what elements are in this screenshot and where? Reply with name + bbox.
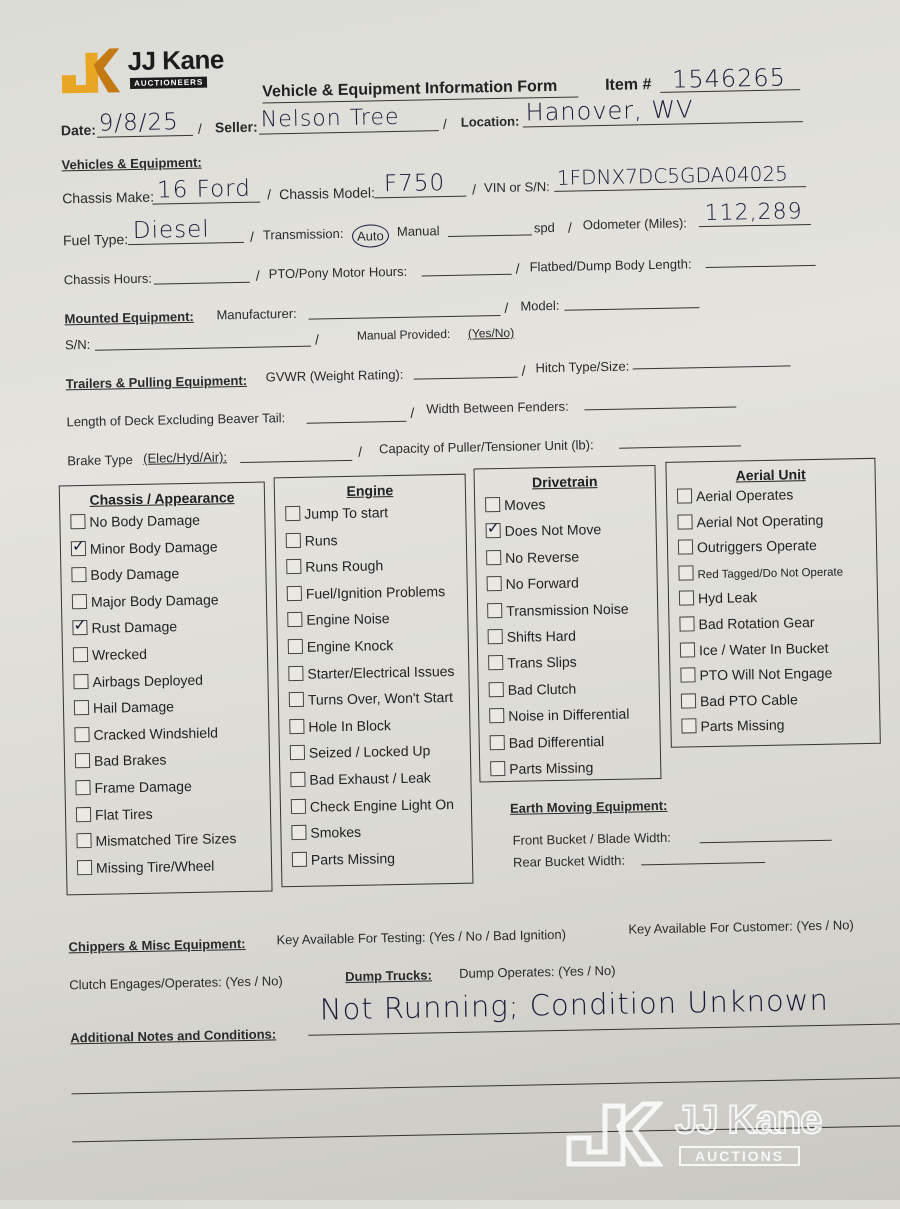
sn-label: S/N: [64, 336, 91, 353]
checkbox[interactable] [75, 753, 90, 768]
form-sheet: JJ Kane AUCTIONEERS Vehicle & Equipment Information Form Item # 1546265 Date: 9/8/25 / Seller: Nelson Tree / Location: Hanover, WV Vehicles & Equipment: Chassis Make: 16 Ford / Chassis Model: F750 / VIN or S/N: 1FDNX7DC5GDA04025 Fuel Type: Diesel / Transmission: Auto Manual spd / Odometer (Miles): 112,289 Chassis Hours: / PTO/Pony Motor Hours: / Flatbed/Dump Body Length: Mounted Equipment: Manufacturer: / Model: S/N: / Manual Provided: (Yes/No) Trailers & Pulling Equipment: GVWR (Weight Rating): / Hitch Type/Size: Length of Deck Excluding Beaver Tail: / Width Between Fenders: Brake Type (Elec/Hyd/Air): / Capacity of Puller/Tensioner Unit (lb): Chassis / Appearance No Body Damage ✓Minor Body Damage Body Damage Major Body Damage ✓Rust Damage Wrecked Airbags Deployed Hail Damage Cracked Windshield Bad Brakes Frame Damage Flat Tires Mismatched Tire Sizes Missing Tire/Wheel Engine Jump To start Runs Runs Rough Fuel/Ignition Problems Engine Noise Engine Knock Starter/Electrical Issues Turns Over, Won't Start Hole In Block Seized / Locked Up Bad Exhaust / Leak Check Engine Light On Smokes Parts Missing Drivetrain Moves ✓Does Not Move No Reverse No Forward Transmission Noise Shifts Hard Trans Slips Bad Clutch Noise in Differential Bad Differential Parts Missing Aerial Unit Aerial Operates Aerial Not Operating Outriggers Operate Red Tagged/Do Not Operate Hyd Leak Bad Rotation Gear Ice / Water In Bucket PTO Will Not Engage Bad PTO Cable Parts Missing Earth Moving Equipment: Front Bucket / Blade Width: Rear Bucket Width: Chippers & Misc Equipment: Key Available For Testing: (Yes / No / Bad Ignition) Key Available For Customer: (Yes / No) Clutch Engages/Operates: (Yes / No) Dump Trucks: Dump Operates: (Yes / No) Additional Notes and Conditions: Not Running; Condition Unknown [0, 0, 900, 1209]
drivetrain-checklist-item[interactable] [488, 654, 577, 672]
checklist-item-label: Body Damage [90, 565, 180, 584]
checkbox[interactable] [286, 532, 301, 547]
mounted-section: Mounted Equipment: [64, 308, 194, 327]
drivetrain-checklist-item[interactable] [488, 628, 577, 646]
engine-checklist-item[interactable] [291, 824, 361, 841]
dump-section: Dump Trucks: [345, 967, 433, 985]
checkbox[interactable] [681, 719, 696, 734]
checklist-item-label: Engine Knock [306, 637, 394, 655]
checklist-item-label: Hail Damage [92, 698, 175, 717]
checkbox[interactable] [487, 603, 502, 618]
chassis-checklist-item[interactable] [71, 565, 179, 583]
checklist-item-label: Hyd Leak [697, 589, 758, 607]
checkbox[interactable] [291, 798, 306, 813]
checkbox[interactable] [72, 594, 87, 609]
chassis-checklist-item[interactable] [75, 752, 167, 770]
checklist-item-label: No Reverse [505, 548, 580, 566]
logo-name: JJ Kane [127, 44, 225, 77]
checkbox[interactable] [70, 514, 85, 529]
checkbox[interactable] [485, 497, 500, 512]
checkbox[interactable] [678, 565, 693, 580]
checkbox[interactable] [289, 719, 304, 734]
key-customer: Key Available For Customer: (Yes / No) [628, 917, 854, 937]
engine-checklist-item[interactable] [289, 689, 453, 708]
checklist-item-label: Parts Missing [310, 849, 396, 868]
jk-watermark-icon [565, 1098, 663, 1170]
checklist-item-label: Bad Differential [508, 732, 605, 751]
odometer-value: 112,289 [704, 199, 803, 227]
aerial-checklist-item[interactable] [679, 589, 757, 606]
location-value: Hanover, WV [525, 95, 694, 127]
checklist-item-label: Smokes [310, 823, 362, 841]
checkbox[interactable] [77, 860, 92, 875]
brake-type-label: Brake Type [67, 452, 133, 469]
engine-checklist-item[interactable] [291, 796, 454, 815]
checklist-item-label: Minor Body Damage [89, 538, 218, 557]
checklist-item-label: Bad Exhaust / Leak [309, 769, 431, 788]
checkbox[interactable] [74, 700, 89, 715]
checkbox[interactable] [680, 667, 695, 682]
chassis-checklist-item[interactable] [72, 591, 219, 610]
capacity-label: Capacity of Puller/Tensioner Unit (lb): [378, 437, 594, 457]
checklist-item-label: Missing Tire/Wheel [95, 857, 215, 876]
transmission-label: Transmission: [262, 225, 344, 243]
checklist-item-label: Shifts Hard [506, 627, 577, 645]
checkbox[interactable] [677, 514, 692, 529]
chassis-checklist-item[interactable] [75, 778, 192, 796]
checklist-item-label: No Body Damage [89, 511, 201, 530]
engine-checklist-item[interactable] [285, 504, 388, 522]
drivetrain-box-title: Drivetrain [531, 473, 598, 491]
chassis-checklist-item[interactable] [70, 512, 200, 530]
drivetrain-checklist-item[interactable] [487, 600, 629, 619]
checklist-item-label: Runs [304, 531, 338, 549]
seller-label: Seller: [214, 118, 258, 136]
chippers-section: Chippers & Misc Equipment: [68, 935, 246, 955]
checklist-item-label: Red Tagged/Do Not Operate [697, 566, 844, 582]
drivetrain-checklist-item[interactable] [490, 759, 593, 777]
engine-checklist-item[interactable] [289, 717, 391, 735]
checkbox[interactable] [490, 761, 505, 776]
jk-logo-icon [57, 44, 120, 97]
checklist-item-label: Fuel/Ignition Problems [305, 582, 446, 602]
brake-options: (Elec/Hyd/Air): [143, 449, 228, 466]
checklist-item-label: Bad PTO Cable [699, 691, 798, 710]
engine-box-title: Engine [346, 482, 394, 499]
checkbox[interactable] [679, 616, 694, 631]
checkbox[interactable] [677, 488, 692, 503]
checklist-item-label: PTO Will Not Engage [699, 664, 833, 684]
checkbox[interactable] [680, 642, 695, 657]
checkbox[interactable] [289, 692, 304, 707]
trans-auto: Auto [352, 224, 389, 248]
checklist-item-label: Outriggers Operate [696, 537, 818, 556]
engine-checklist-item[interactable] [286, 532, 338, 549]
aerial-unit-box [665, 458, 880, 748]
item-value: 1546265 [671, 63, 787, 94]
manufacturer-label: Manufacturer: [216, 305, 297, 323]
fender-width-label: Width Between Fenders: [426, 398, 569, 417]
chassis-hours-label: Chassis Hours: [63, 270, 153, 288]
aerial-checklist-item[interactable] [681, 691, 798, 709]
checklist-item-label: Flat Tires [94, 805, 153, 823]
checklist-item-label: Rust Damage [91, 618, 178, 637]
notes-value: Not Running; Condition Unknown [319, 982, 830, 1027]
aerial-checklist-item[interactable] [679, 614, 814, 633]
checklist-item-label: Bad Brakes [93, 751, 167, 770]
checklist-item-label: Parts Missing [509, 759, 594, 777]
checkbox[interactable] [287, 586, 302, 601]
checklist-item-label: Engine Noise [306, 610, 390, 629]
engine-checklist-item[interactable] [290, 743, 431, 762]
engine-checklist-item[interactable] [292, 850, 395, 868]
aerial-box-title: Aerial Unit [735, 466, 806, 484]
drivetrain-checklist-item[interactable] [485, 496, 546, 513]
engine-box [274, 474, 474, 888]
checklist-item-label: Aerial Not Operating [696, 511, 824, 530]
checkbox[interactable] [290, 772, 305, 787]
jjkane-watermark [565, 1098, 875, 1170]
manual-provided-label: Manual Provided: [356, 326, 451, 343]
odometer-label: Odometer (Miles): [582, 215, 687, 233]
checklist-item-label: Starter/Electrical Issues [307, 662, 455, 682]
date-label: Date: [60, 121, 97, 139]
engine-checklist-item[interactable] [286, 557, 383, 575]
checkbox[interactable] [286, 559, 301, 574]
checkbox[interactable] [678, 540, 693, 555]
checkbox[interactable] [75, 780, 90, 795]
checkbox[interactable] [73, 674, 88, 689]
checkbox[interactable] [489, 682, 504, 697]
trailers-section: Trailers & Pulling Equipment: [65, 372, 248, 392]
checklist-item-label: Airbags Deployed [92, 671, 204, 690]
chassis-checklist-item[interactable] [77, 857, 215, 876]
chassis-checklist-item[interactable] [73, 671, 203, 689]
aerial-checklist-item[interactable] [677, 511, 823, 530]
engine-checklist-item[interactable] [288, 637, 394, 655]
gvwr-label: GVWR (Weight Rating): [265, 366, 404, 385]
checklist-item-label: No Forward [505, 574, 579, 593]
checkbox[interactable] [285, 506, 300, 521]
checkbox[interactable] [679, 591, 694, 606]
checkbox[interactable] [288, 639, 303, 654]
checked-checkbox[interactable] [486, 523, 501, 538]
checkbox[interactable] [292, 852, 307, 867]
chassis-box-title: Chassis / Appearance [89, 489, 235, 508]
spd-label: spd [533, 219, 555, 236]
location-label: Location: [460, 113, 520, 130]
checklist-item-label: Transmission Noise [506, 600, 629, 619]
trans-manual: Manual [396, 223, 440, 239]
engine-checklist-item[interactable] [288, 663, 454, 682]
checkbox[interactable] [290, 745, 305, 760]
checkbox[interactable] [74, 727, 89, 742]
watermark-name: JJ Kane [675, 1098, 822, 1142]
engine-checklist-item[interactable] [287, 583, 446, 602]
checkbox[interactable] [76, 807, 91, 822]
aerial-checklist-item[interactable] [680, 639, 829, 658]
checkbox[interactable] [486, 550, 501, 565]
checkbox[interactable] [73, 647, 88, 662]
fuel-value: Diesel [132, 216, 210, 245]
chassis-checklist-item[interactable] [76, 805, 153, 822]
checklist-item-label: Frame Damage [94, 777, 192, 796]
aerial-checklist-item[interactable] [677, 486, 794, 504]
form-title: Vehicle & Equipment Information Form [262, 77, 558, 101]
checkbox[interactable] [490, 735, 505, 750]
aerial-checklist-item[interactable] [678, 562, 843, 581]
checklist-item-label: Hole In Block [308, 716, 392, 735]
aerial-checklist-item[interactable] [680, 665, 832, 684]
engine-checklist-item[interactable] [287, 611, 390, 629]
chassis-make-label: Chassis Make: [62, 188, 155, 207]
checkbox[interactable] [681, 693, 696, 708]
manual-provided-options: (Yes/No) [467, 325, 515, 341]
fuel-label: Fuel Type: [62, 231, 129, 249]
vehicles-section: Vehicles & Equipment: [61, 154, 202, 173]
model-label: Model: [520, 297, 560, 314]
drivetrain-checklist-item[interactable] [486, 548, 579, 566]
checklist-item-label: Major Body Damage [90, 591, 219, 610]
front-bucket-label: Front Bucket / Blade Width: [512, 829, 671, 848]
chassis-make-value: 16 Ford [156, 175, 252, 204]
chassis-checklist-item[interactable] [76, 830, 236, 849]
checklist-item-label: Aerial Operates [695, 486, 794, 505]
flatbed-label: Flatbed/Dump Body Length: [529, 256, 692, 275]
checklist-item-label: Check Engine Light On [309, 795, 455, 815]
pto-hours-label: PTO/Pony Motor Hours: [268, 263, 408, 282]
notes-label: Additional Notes and Conditions: [70, 1026, 277, 1046]
item-label: Item # [604, 76, 652, 94]
checklist-item-label: Bad Rotation Gear [698, 614, 815, 633]
checkbox[interactable] [76, 833, 91, 848]
checklist-item-label: Ice / Water In Bucket [698, 639, 829, 658]
rear-bucket-label: Rear Bucket Width: [512, 852, 626, 870]
logo-sub: AUCTIONEERS [130, 77, 207, 89]
checkbox[interactable] [287, 612, 302, 627]
hitch-label: Hitch Type/Size: [535, 358, 630, 376]
checklist-item-label: Moves [504, 496, 546, 513]
engine-checklist-item[interactable] [290, 769, 431, 788]
checklist-item-label: Noise in Differential [508, 705, 630, 725]
chassis-model-label: Chassis Model: [279, 184, 376, 203]
checklist-item-label: Jump To start [304, 504, 389, 522]
chassis-appearance-box [59, 482, 273, 896]
vin-label: VIN or S/N: [483, 179, 550, 196]
checkbox[interactable] [71, 567, 86, 582]
checklist-item-label: Turns Over, Won't Start [307, 689, 454, 708]
aerial-checklist-item[interactable] [681, 717, 784, 735]
chassis-checklist-item[interactable] [74, 699, 174, 717]
aerial-checklist-item[interactable] [678, 537, 817, 556]
checkbox[interactable] [291, 825, 306, 840]
chassis-model-value: F750 [383, 170, 446, 198]
drivetrain-box [473, 465, 661, 782]
checklist-item-label: Seized / Locked Up [308, 742, 431, 762]
vin-value: 1FDNX7DC5GDA04025 [556, 161, 789, 190]
checked-checkbox[interactable] [72, 620, 87, 635]
checklist-item-label: Bad Clutch [507, 680, 577, 698]
drivetrain-checklist-item[interactable] [490, 733, 605, 751]
dump-operates: Dump Operates: (Yes / No) [459, 962, 616, 981]
drivetrain-checklist-item[interactable] [489, 706, 629, 725]
chassis-checklist-item[interactable] [71, 538, 218, 557]
checked-checkbox[interactable] [71, 541, 86, 556]
key-testing: Key Available For Testing: (Yes / No / Bad Ignition) [276, 926, 567, 948]
jjkane-logo [57, 42, 248, 98]
chassis-checklist-item[interactable] [72, 619, 177, 637]
checkbox[interactable] [488, 629, 503, 644]
deck-length-label: Length of Deck Excluding Beaver Tail: [66, 410, 286, 430]
watermark-sub: AUCTIONS [679, 1146, 800, 1166]
chassis-checklist-item[interactable] [74, 724, 218, 743]
checkbox[interactable] [288, 665, 303, 680]
seller-value: Nelson Tree [260, 104, 400, 133]
drivetrain-checklist-item[interactable] [489, 680, 577, 698]
checklist-item-label: Parts Missing [700, 716, 785, 735]
earth-section: Earth Moving Equipment: [509, 797, 668, 816]
checkbox[interactable] [488, 655, 503, 670]
date-value: 9/8/25 [98, 109, 180, 137]
checkbox[interactable] [489, 708, 504, 723]
checklist-item-label: Trans Slips [507, 653, 577, 672]
checklist-item-label: Wrecked [91, 645, 148, 663]
checklist-item-label: Does Not Move [504, 521, 602, 540]
checklist-item-label: Mismatched Tire Sizes [95, 830, 237, 850]
checklist-item-label: Cracked Windshield [93, 724, 219, 743]
chassis-checklist-item[interactable] [73, 646, 147, 663]
checkbox[interactable] [487, 576, 502, 591]
clutch-engages: Clutch Engages/Operates: (Yes / No) [69, 973, 283, 993]
drivetrain-checklist-item[interactable] [486, 521, 602, 539]
drivetrain-checklist-item[interactable] [487, 575, 579, 593]
checklist-item-label: Runs Rough [305, 557, 384, 575]
